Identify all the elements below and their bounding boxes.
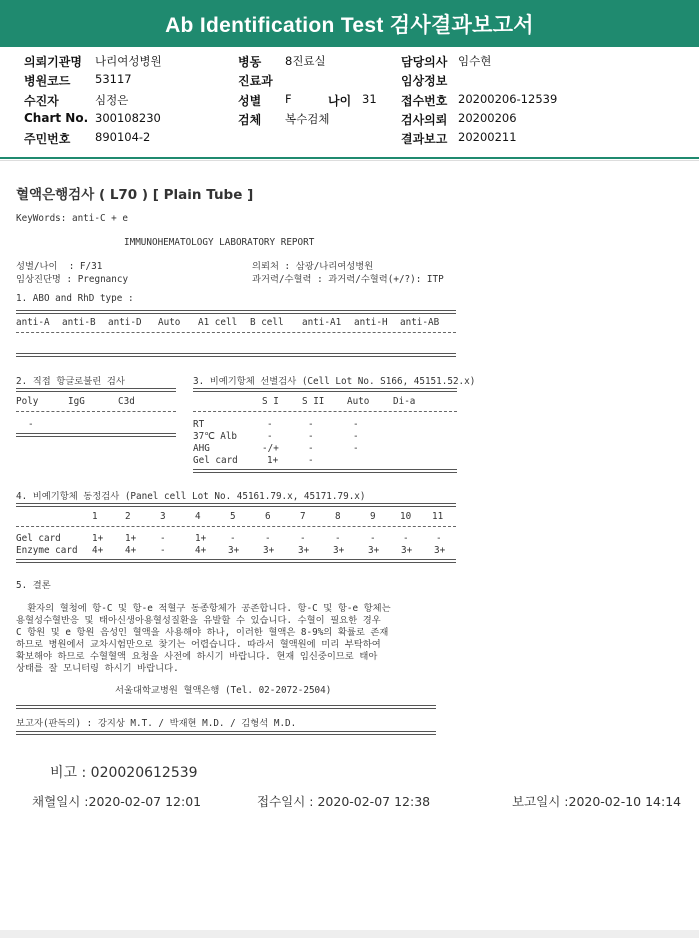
conclusion-line: 환자의 혈청에 항-C 및 항-e 적혈구 동종항체가 공존합니다. 항-C 및 항-e 항체는 xyxy=(16,603,391,614)
section-divider xyxy=(16,310,456,314)
panel-cell: 3+ xyxy=(263,545,275,556)
section-divider xyxy=(16,388,176,392)
screen-cell: 1+ xyxy=(267,455,279,466)
panel-cell: 1+ xyxy=(195,533,207,544)
label-result-report: 결과보고 xyxy=(401,132,448,146)
value-result-report: 20200211 xyxy=(458,130,517,144)
lab-report-heading: 혈액은행검사 ( L70 ) [ Plain Tube ] xyxy=(16,187,254,203)
value-age: 31 xyxy=(362,92,377,106)
screen-cell: - xyxy=(353,431,359,442)
section-screening-title: 3. 비예기항체 선별검사 (Cell Lot No. S166, 45151.52.x) xyxy=(193,376,476,387)
panel-cell: 3+ xyxy=(401,545,413,556)
referring-institution: 의뢰처 : 삼광/나리여성병원 xyxy=(252,261,374,272)
label-department: 진료과 xyxy=(238,74,273,88)
label-resident-number: 주민번호 xyxy=(24,132,71,146)
abo-col-auto: Auto xyxy=(158,317,181,328)
panel-cell: - xyxy=(370,533,376,544)
screen-cell: -/+ xyxy=(262,443,279,454)
screen-cell: - xyxy=(308,443,314,454)
panel-col: 11 xyxy=(432,511,444,522)
value-resident-number: 890104-2 xyxy=(95,130,151,144)
conclusion-line: 확보해야 하므로 수혈혈액 요청을 사전에 하시기 바랍니다. 현재 임신중이므로 태아 xyxy=(16,651,378,662)
clinical-diagnosis: 임상진단명 : Pregnancy xyxy=(16,274,129,285)
report-title: Ab Identification Test 검사결과보고서 xyxy=(165,13,534,37)
screen-col-dia: Di-a xyxy=(393,396,416,407)
value-specimen: 복수검체 xyxy=(285,112,330,126)
report-datetime: 보고일시 :2020-02-10 14:14 xyxy=(512,794,682,809)
panel-col: 9 xyxy=(370,511,376,522)
abo-col-b-cell: B cell xyxy=(250,317,284,328)
panel-cell: 3+ xyxy=(228,545,240,556)
dat-col-poly: Poly xyxy=(16,396,39,407)
panel-cell: 3+ xyxy=(434,545,446,556)
label-requesting-institution: 의뢰기관명 xyxy=(24,55,82,69)
section-divider xyxy=(16,433,176,437)
keywords-line: KeyWords: anti-C + e xyxy=(16,213,128,224)
section-divider xyxy=(16,503,456,507)
patient-sex-age: 성별/나이 : F/31 xyxy=(16,261,103,272)
panel-cell: 4+ xyxy=(125,545,137,556)
label-test-request: 검사의뢰 xyxy=(401,113,448,127)
panel-cell: 4+ xyxy=(195,545,207,556)
panel-col: 3 xyxy=(160,511,166,522)
panel-cell: - xyxy=(300,533,306,544)
label-clinical-info: 임상정보 xyxy=(401,74,448,88)
panel-col: 4 xyxy=(195,511,201,522)
panel-cell: - xyxy=(335,533,341,544)
value-patient-name: 심정은 xyxy=(95,93,129,107)
screen-row-label: AHG xyxy=(193,443,210,454)
blood-bank-contact: 서울대학교병원 혈액은행 (Tel. 02-2072-2504) xyxy=(115,685,332,696)
value-requesting-institution: 나리여성병원 xyxy=(95,54,162,68)
panel-row-label: Enzyme card xyxy=(16,545,78,556)
label-specimen: 검체 xyxy=(238,113,262,127)
label-chart-no: Chart No. xyxy=(24,111,89,125)
label-ward: 병동 xyxy=(238,55,262,69)
section-abo-rhd-title: 1. ABO and RhD type : xyxy=(16,293,134,304)
panel-col: 1 xyxy=(92,511,98,522)
screen-row-label: 37℃ Alb xyxy=(193,431,238,442)
screen-row-label: Gel card xyxy=(193,455,238,466)
screen-col-auto: Auto xyxy=(347,396,370,407)
abo-col-anti-b: anti-B xyxy=(62,317,96,328)
panel-cell: - xyxy=(230,533,236,544)
lab-report-subtitle: IMMUNOHEMATOLOGY LABORATORY REPORT xyxy=(124,237,315,248)
transfusion-history: 과거력/수혈력 : 과거력/수혈력(+/?): ITP xyxy=(252,274,444,285)
conclusion-line: 상태를 잘 모니터링 하시기 바랍니다. xyxy=(16,663,179,674)
screen-cell: - xyxy=(353,419,359,430)
panel-col: 2 xyxy=(125,511,131,522)
screen-cell: - xyxy=(308,419,314,430)
dat-result: - xyxy=(28,419,34,430)
screen-col-s1: S I xyxy=(262,396,279,407)
abo-col-anti-a: anti-A xyxy=(16,317,50,328)
section-divider xyxy=(16,332,456,333)
section-divider xyxy=(16,559,456,563)
section-dat-title: 2. 직접 항글로불린 검사 xyxy=(16,376,125,387)
label-receipt-number: 접수번호 xyxy=(401,94,448,108)
panel-cell: 1+ xyxy=(92,533,104,544)
collection-datetime: 채혈일시 :2020-02-07 12:01 xyxy=(32,794,202,809)
label-sex: 성별 xyxy=(238,94,262,108)
section-conclusion-title: 5. 결론 xyxy=(16,580,51,591)
panel-col: 6 xyxy=(265,511,271,522)
screen-col-s2: S II xyxy=(302,396,325,407)
screen-cell: - xyxy=(308,455,314,466)
conclusion-line: C 항원 및 e 항원 음성인 혈액을 사용해야 하나, 이러한 혈액은 8-9%의 확률로 존재 xyxy=(16,627,389,638)
section-divider xyxy=(16,731,436,735)
panel-cell: 1+ xyxy=(125,533,137,544)
patient-info-block xyxy=(0,47,699,159)
conclusion-line: 하므로 병원에서 교차시험만으로 찾기는 어렵습니다. 따라서 혈액원에 미리 부탁하여 xyxy=(16,639,381,650)
value-receipt-number: 20200206-12539 xyxy=(458,92,558,106)
abo-col-anti-d: anti-D xyxy=(108,317,142,328)
value-attending-doctor: 임수현 xyxy=(458,54,492,68)
panel-row-label: Gel card xyxy=(16,533,61,544)
panel-col: 10 xyxy=(400,511,412,522)
receipt-datetime: 접수일시 : 2020-02-07 12:38 xyxy=(257,794,431,809)
section-panel-title: 4. 비예기항체 동정검사 (Panel cell Lot No. 45161.79.x, 45171.79.x) xyxy=(16,491,366,502)
panel-col: 5 xyxy=(230,511,236,522)
abo-col-anti-h: anti-H xyxy=(354,317,388,328)
value-test-request: 20200206 xyxy=(458,111,517,125)
panel-cell: 3+ xyxy=(333,545,345,556)
panel-cell: - xyxy=(436,533,442,544)
section-divider xyxy=(193,469,457,473)
panel-cell: 4+ xyxy=(92,545,104,556)
abo-col-anti-ab: anti-AB xyxy=(400,317,440,328)
panel-cell: 3+ xyxy=(298,545,310,556)
screen-cell: - xyxy=(267,419,273,430)
screen-cell: - xyxy=(308,431,314,442)
value-hospital-code: 53117 xyxy=(95,72,132,86)
section-divider xyxy=(16,526,456,527)
label-hospital-code: 병원코드 xyxy=(24,74,71,88)
label-patient-name: 수진자 xyxy=(24,94,59,108)
panel-cell: - xyxy=(403,533,409,544)
value-chart-no: 300108230 xyxy=(95,111,161,125)
screen-cell: - xyxy=(267,431,273,442)
conclusion-line: 용혈성수혈반응 및 태아신생아용혈성질환을 유발할 수 있습니다. 수혈이 필요한 경우 xyxy=(16,615,381,626)
reporters-line: 보고자(판독의) : 강지상 M.T. / 박재현 M.D. / 김형석 M.D. xyxy=(16,718,297,729)
panel-cell: 3+ xyxy=(368,545,380,556)
value-sex: F xyxy=(285,92,292,106)
abo-col-a1-cell: A1 cell xyxy=(198,317,238,328)
screen-cell: - xyxy=(353,443,359,454)
panel-col: 7 xyxy=(300,511,306,522)
section-divider xyxy=(16,411,176,412)
report-title-bar xyxy=(0,0,699,47)
footer-band xyxy=(0,930,699,938)
label-attending-doctor: 담당의사 xyxy=(401,55,448,69)
label-age: 나이 xyxy=(328,94,352,108)
section-divider xyxy=(193,388,457,392)
dat-col-igg: IgG xyxy=(68,396,85,407)
panel-col: 8 xyxy=(335,511,341,522)
section-divider xyxy=(193,411,457,412)
panel-cell: - xyxy=(265,533,271,544)
screen-row-label: RT xyxy=(193,419,205,430)
panel-cell: - xyxy=(160,533,166,544)
note-line: 비고 : 020020612539 xyxy=(50,765,198,781)
panel-cell: - xyxy=(160,545,166,556)
section-divider xyxy=(16,353,456,357)
abo-col-anti-a1: anti-A1 xyxy=(302,317,342,328)
section-divider xyxy=(16,705,436,709)
dat-col-c3d: C3d xyxy=(118,396,135,407)
value-ward: 8진료실 xyxy=(285,54,326,68)
